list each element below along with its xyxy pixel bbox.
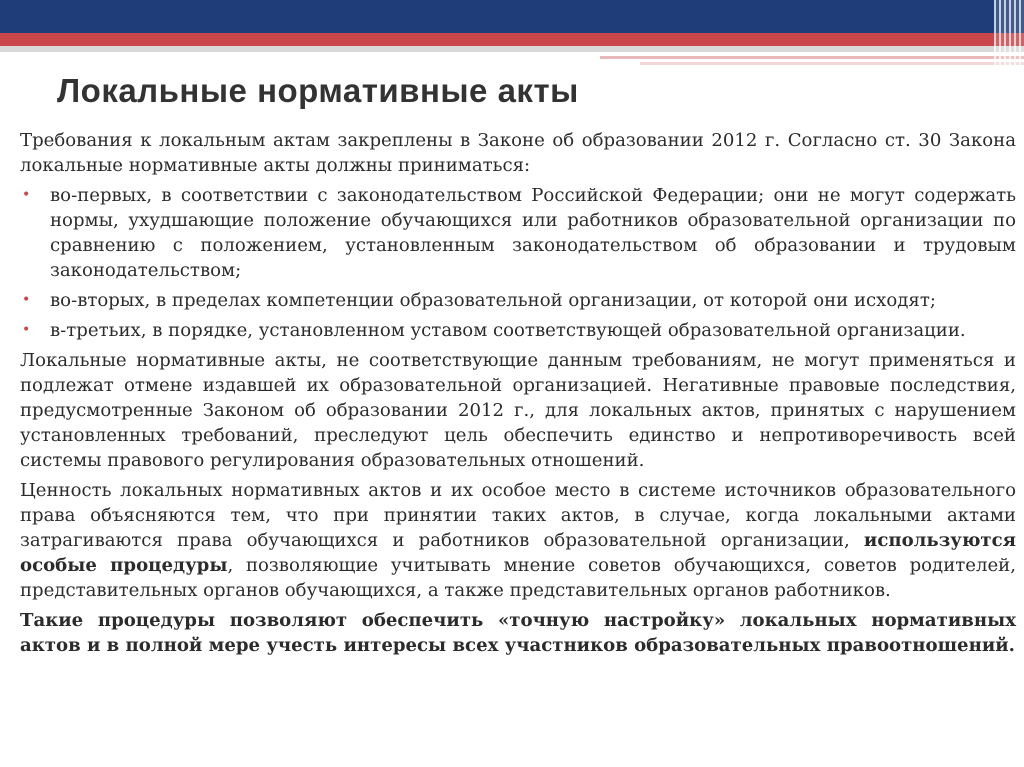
header-banner — [0, 0, 1024, 68]
slide-body — [20, 128, 1016, 663]
banner-blue-band — [0, 0, 1024, 33]
banner-accent-line — [600, 56, 1024, 59]
requirements-list — [20, 183, 1016, 343]
banner-red-band — [0, 33, 1024, 46]
list-item — [20, 288, 1016, 313]
value-paragraph-emphasis: используются особые процедуры — [20, 530, 1016, 576]
intro-paragraph: Требования к локальным актам закреплены в Законе об образовании 2012 г. Согласно ст. 30 Закона локальные нормативные акты должны приниматься: — [20, 130, 1016, 176]
list-item-text: в-третьих, в порядке, установленном уставом соответствующей образовательной организации. — [50, 320, 966, 341]
consequences-paragraph: Локальные нормативные акты, не соответствующие данным требованиям, не могут применяться и подлежат отмене издавшей их образовательной организацией. Негативные правовые последствия, предусмотренные Законом об образовании 2012 г., для локальных актов, принятых с нарушением установленных требований, преследуют цель обеспечить единство и непротиворечивость всей системы правового регулирования образовательных отношений. — [20, 350, 1016, 471]
value-paragraph-text-end: , позволяющие учитывать мнение советов обучающихся, советов родителей, представительных органов обучающихся, а также представительных органов работников. — [20, 555, 1016, 601]
list-item-text: во-первых, в соответствии с законодательством Российской Федерации; они не могут содержать нормы, ухудшающие положение обучающихся или работников образовательной организации по сравнению с положением, установленным законодательством об образовании и трудовым законодательством; — [50, 185, 1016, 281]
list-item — [20, 318, 1016, 343]
banner-gray-band — [0, 46, 1024, 52]
slide-title: Локальные нормативные акты — [57, 72, 579, 109]
value-paragraph-text-start: Ценность локальных нормативных актов и их особое место в системе источников образовательного права объясняются тем, что при принятии таких актов, в случае, когда локальными актами затрагиваются права обучающихся и работников образовательной организации, — [20, 480, 1016, 551]
banner-accent-line-2 — [640, 62, 1024, 65]
list-item-text: во-вторых, в пределах компетенции образовательной организации, от которой они исходят; — [50, 290, 936, 311]
bullet-icon: • — [22, 187, 31, 203]
bullet-icon: • — [22, 322, 31, 338]
conclusion-paragraph: Такие процедуры позволяют обеспечить «точную настройку» локальных нормативных актов и в полной мере учесть интересы всех участников образовательных правоотношений. — [20, 610, 1016, 656]
list-item — [20, 183, 1016, 283]
bullet-icon: • — [22, 292, 31, 308]
banner-stripes — [994, 0, 1024, 68]
value-paragraph — [20, 478, 1016, 603]
